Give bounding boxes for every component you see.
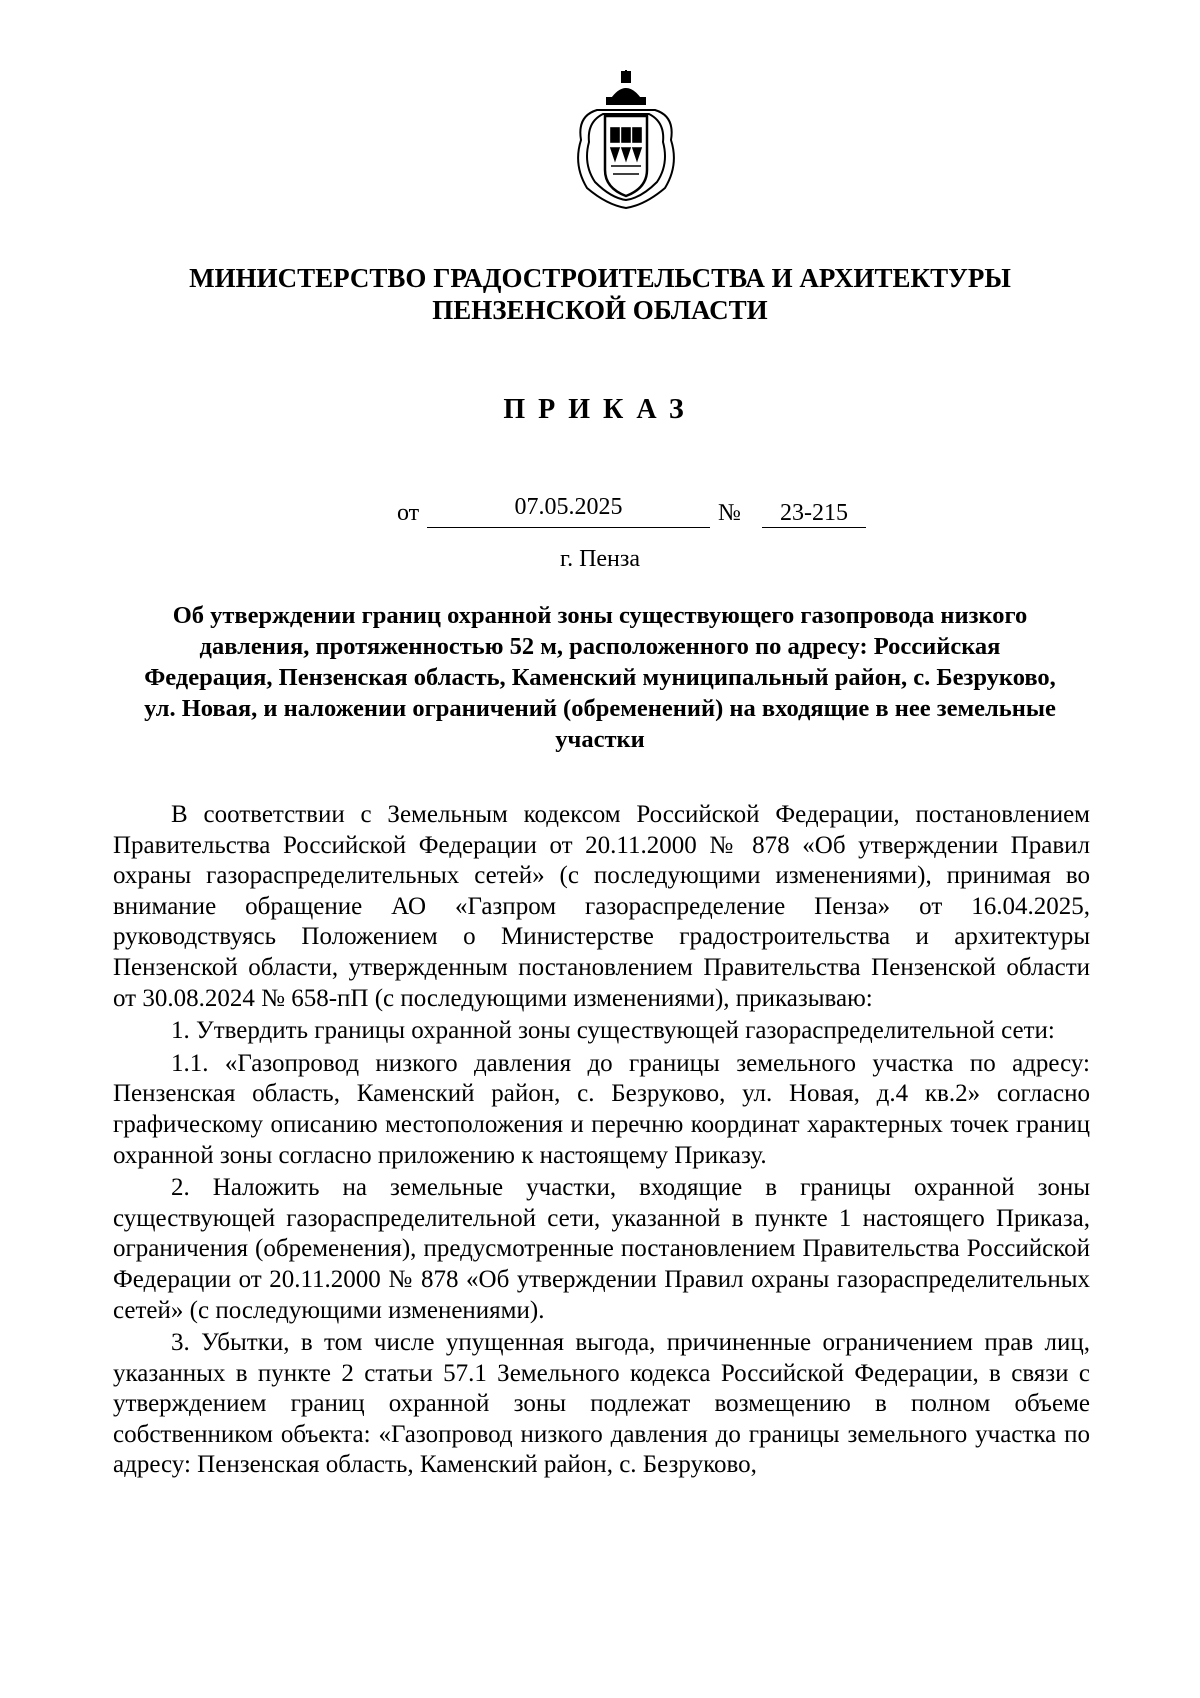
document-body — [113, 800, 1090, 1483]
city: г. Пенза — [559, 546, 641, 572]
document-date: 07.05.2025 — [514, 494, 623, 520]
coat-of-arms-icon — [567, 70, 685, 210]
date-underline — [427, 527, 710, 528]
document-number: 23-215 — [780, 500, 848, 526]
ministry-line-1: МИНИСТЕРСТВО ГРАДОСТРОИТЕЛЬСТВА И АРХИТЕКТУРЫ — [189, 263, 1011, 293]
paragraph-item-1: 1. Утвердить границы охранной зоны существующей газораспределительной сети: — [171, 1017, 1055, 1045]
date-number-line — [0, 494, 1200, 530]
document-type-title: ПРИКАЗ — [503, 394, 697, 425]
paragraph-item-2: 2. Наложить на земельные участки, входящие в границы охранной зоны существующей газораспределительной сети, указанной в пункте 1 настоящего Приказа, ограничения (обременения), предусмотренные постановлением Правительства Российской Федерации от 20.11.2000 № 878 «Об утверждении Правил охраны газораспределительных сетей» (с последующими изменениями). — [113, 1174, 1090, 1324]
number-underline — [762, 527, 866, 528]
paragraph-item-1-1: 1.1. «Газопровод низкого давления до границы земельного участка по адресу: Пензенская область, Каменский район, с. Безруково, ул. Новая, д.4 кв.2» согласно графическому описанию местоположения и перечню координат характерных точек границ охранной зоны согласно приложению к настоящему Приказу. — [113, 1049, 1090, 1169]
ministry-name — [100, 262, 1100, 326]
ministry-line-2: ПЕНЗЕНСКОЙ ОБЛАСТИ — [432, 295, 768, 325]
paragraph-preamble: В соответствии с Земельным кодексом Российской Федерации, постановлением Правительства Российской Федерации от 20.11.2000 № 878 «Об утверждении Правил охраны газораспределительных сетей» (с последующими изменениями), принимая во внимание обращение АО «Газпром газораспределение Пенза» от 16.04.2025, руководствуясь Положением о Министерстве градостроительства и архитектуры Пензенской области, утвержденным постановлением Правительства Пензенской области от 30.08.2024 № 658-пП (с последующими изменениями), приказываю: — [113, 801, 1090, 1012]
number-prefix: № — [718, 500, 741, 526]
date-prefix: от — [397, 500, 420, 526]
paragraph-item-3: 3. Убытки, в том числе упущенная выгода, причиненные ограничением прав лиц, указанных в пункте 2 статьи 57.1 Земельного кодекса Российской Федерации, в связи с утверждением границ охранной зоны подлежат возмещению в полном объеме собственником объекта: «Газопровод низкого давления до границы земельного участка по адресу: Пензенская область, Каменский район, с. Безруково, — [113, 1329, 1090, 1479]
document-subject: Об утверждении границ охранной зоны существующего газопровода низкого давления, протяженностью 52 м, расположенного по адресу: Российская Федерация, Пензенская область, Каменский муниципальный район, с. Безруково, ул. Новая, и наложении ограничений (обременений) на входящие в нее земельные участки — [144, 602, 1056, 753]
